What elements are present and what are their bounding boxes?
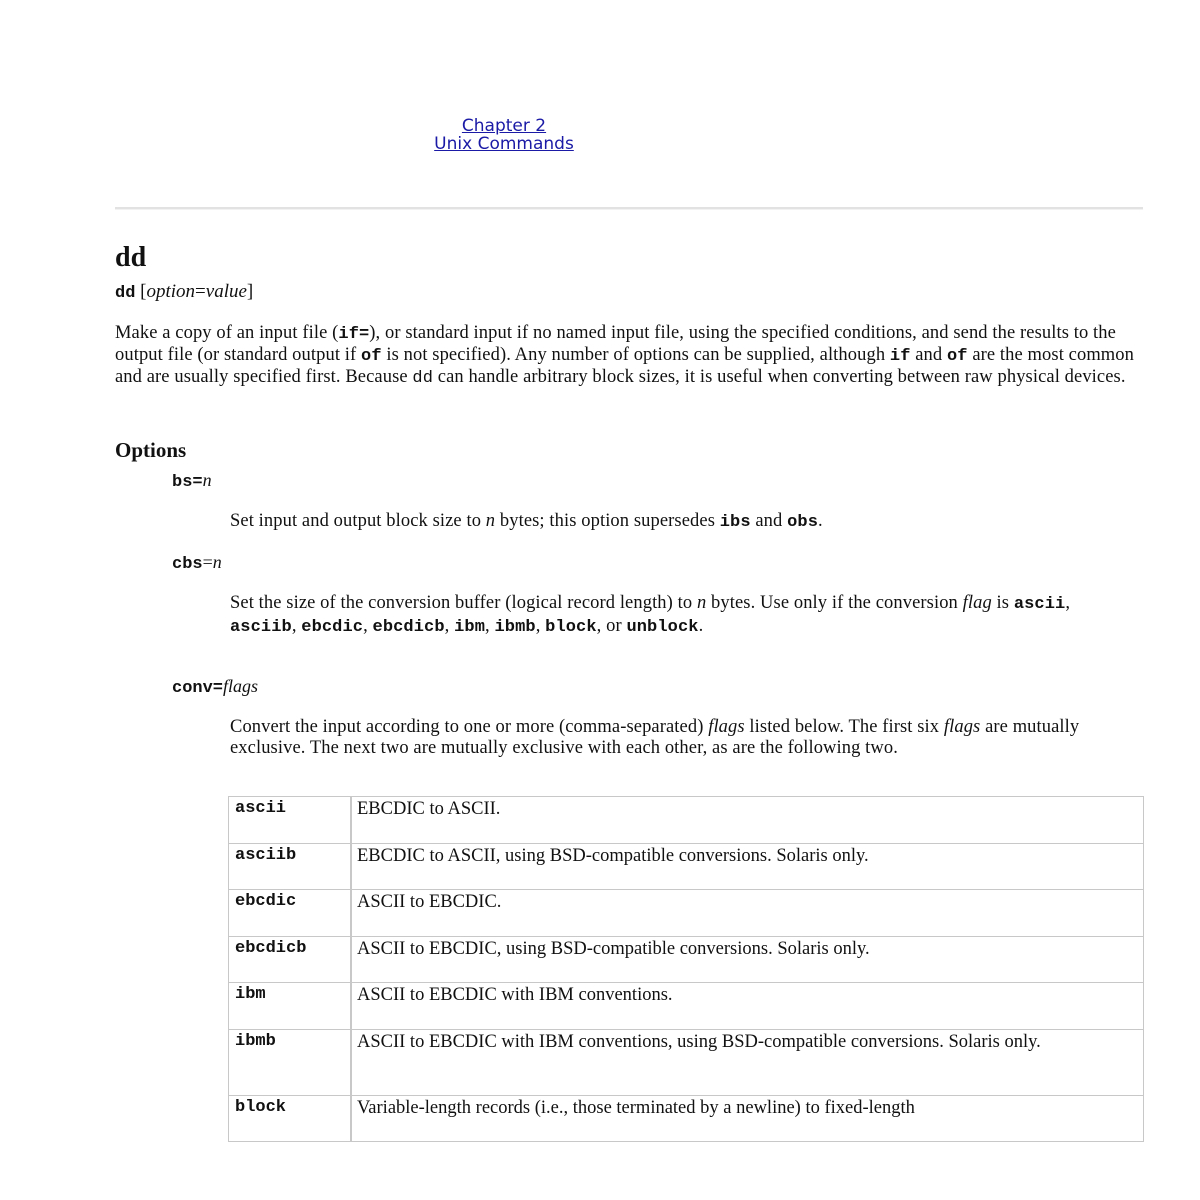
desc-text: listed below. The first six bbox=[744, 717, 944, 737]
intro-code: dd bbox=[412, 369, 434, 388]
table-row bbox=[229, 1095, 1144, 1141]
desc-sep: , or bbox=[596, 615, 627, 636]
desc-sep: , bbox=[291, 615, 302, 636]
intro-code: of bbox=[361, 347, 382, 366]
desc-code: ibm bbox=[454, 617, 486, 637]
conv-flags-table bbox=[228, 796, 1144, 1142]
desc-arg: n bbox=[696, 593, 707, 613]
option-term-bs bbox=[172, 469, 212, 494]
option-equals: = bbox=[202, 552, 213, 572]
table-row bbox=[229, 843, 1144, 890]
desc-text: Set the size of the conversion buffer (logical record length) to bbox=[230, 593, 697, 613]
desc-sep: , bbox=[485, 615, 495, 636]
desc-code: unblock bbox=[626, 617, 699, 637]
section-link[interactable]: Unix Commands bbox=[434, 134, 574, 154]
desc-code: ascii bbox=[1013, 595, 1066, 614]
chapter-navigation bbox=[380, 117, 628, 153]
synopsis-equals: = bbox=[195, 281, 206, 302]
intro-code: if bbox=[889, 347, 911, 366]
desc-sep: , bbox=[444, 615, 455, 636]
table-row bbox=[229, 1029, 1144, 1095]
desc-arg: flags bbox=[708, 717, 745, 737]
horizontal-divider bbox=[115, 207, 1143, 210]
flag-name: ebcdicb bbox=[229, 936, 352, 983]
desc-code: obs bbox=[787, 513, 819, 532]
flag-name: asciib bbox=[229, 843, 352, 890]
desc-text: and bbox=[750, 511, 788, 531]
command-synopsis bbox=[115, 281, 253, 305]
intro-code: of bbox=[946, 347, 968, 366]
table-row bbox=[229, 983, 1144, 1030]
desc-sep: , bbox=[363, 615, 373, 636]
desc-arg: flag bbox=[962, 593, 992, 613]
flag-name: block bbox=[229, 1095, 352, 1141]
flag-name: ibm bbox=[229, 983, 352, 1030]
synopsis-value: value bbox=[205, 281, 247, 302]
option-desc-bs bbox=[230, 511, 1140, 534]
page-title: dd bbox=[115, 242, 147, 273]
option-name: conv= bbox=[172, 679, 224, 698]
option-name: bs= bbox=[172, 473, 203, 492]
synopsis-close-bracket: ] bbox=[246, 281, 254, 302]
flag-description: ASCII to EBCDIC. bbox=[351, 890, 1144, 937]
desc-sep: , bbox=[535, 615, 546, 636]
flag-name: ibmb bbox=[229, 1029, 352, 1095]
intro-text: is not specified). Any number of options can be supplied, although bbox=[381, 345, 890, 365]
desc-text: bytes; this option supersedes bbox=[495, 511, 720, 531]
desc-text: Set input and output block size to bbox=[230, 511, 486, 531]
desc-arg: flags bbox=[943, 717, 981, 737]
table-row bbox=[229, 797, 1144, 844]
synopsis-command: dd bbox=[115, 284, 136, 303]
desc-code: ebcdic bbox=[301, 617, 364, 637]
synopsis-option: option bbox=[146, 281, 196, 302]
flag-description: Variable-length records (i.e., those terminated by a newline) to fixed-length bbox=[351, 1095, 1144, 1141]
desc-text: . bbox=[818, 511, 823, 531]
desc-arg: n bbox=[485, 511, 496, 531]
synopsis-open-bracket: [ bbox=[135, 281, 147, 302]
option-name: cbs bbox=[172, 555, 203, 574]
table-row bbox=[229, 936, 1144, 983]
desc-code: ebcdicb bbox=[372, 617, 445, 637]
desc-text: is bbox=[991, 593, 1014, 613]
intro-paragraph bbox=[115, 323, 1145, 389]
desc-code: ibmb bbox=[494, 617, 536, 637]
option-desc-cbs bbox=[230, 593, 1140, 638]
intro-text: and bbox=[910, 345, 947, 365]
intro-text: Make a copy of an input file ( bbox=[115, 323, 339, 343]
desc-text: bytes. Use only if the conversion bbox=[706, 593, 963, 613]
flag-description: EBCDIC to ASCII. bbox=[351, 797, 1144, 844]
option-arg: flags bbox=[223, 676, 259, 696]
intro-text: ), or standard input if no named input file, using the specified conditions, and send the results to the output file (or standard output if bbox=[115, 323, 1116, 365]
desc-text: Convert the input according to one or more (comma-separated) bbox=[230, 717, 709, 737]
options-heading: Options bbox=[115, 438, 187, 462]
option-arg: n bbox=[202, 470, 212, 490]
intro-text: are the most common and are usually specified first. Because bbox=[115, 345, 1134, 387]
desc-code: ibs bbox=[719, 513, 751, 532]
intro-code: if= bbox=[338, 325, 370, 344]
flag-description: ASCII to EBCDIC with IBM conventions. bbox=[351, 983, 1144, 1030]
option-term-conv bbox=[172, 675, 258, 700]
option-desc-conv bbox=[230, 717, 1140, 758]
flag-name: ascii bbox=[229, 797, 352, 844]
table-row bbox=[229, 890, 1144, 937]
flag-description: ASCII to EBCDIC, using BSD-compatible conversions. Solaris only. bbox=[351, 936, 1144, 983]
flag-description: ASCII to EBCDIC with IBM conventions, using BSD-compatible conversions. Solaris only. bbox=[351, 1029, 1144, 1095]
desc-text: . bbox=[698, 615, 704, 636]
flag-name: ebcdic bbox=[229, 890, 352, 937]
desc-text: are mutually exclusive. The next two are mutually exclusive with each other, as are the following two. bbox=[230, 717, 1080, 758]
option-arg: n bbox=[212, 552, 222, 572]
chapter-link[interactable]: Chapter 2 bbox=[461, 116, 547, 136]
intro-text: can handle arbitrary block sizes, it is useful when converting between raw physical devices. bbox=[433, 367, 1126, 387]
flag-description: EBCDIC to ASCII, using BSD-compatible conversions. Solaris only. bbox=[351, 843, 1144, 890]
desc-code: asciib bbox=[230, 617, 292, 637]
option-term-cbs bbox=[172, 551, 222, 576]
desc-code: block bbox=[545, 617, 597, 637]
desc-sep: , bbox=[1065, 593, 1071, 613]
